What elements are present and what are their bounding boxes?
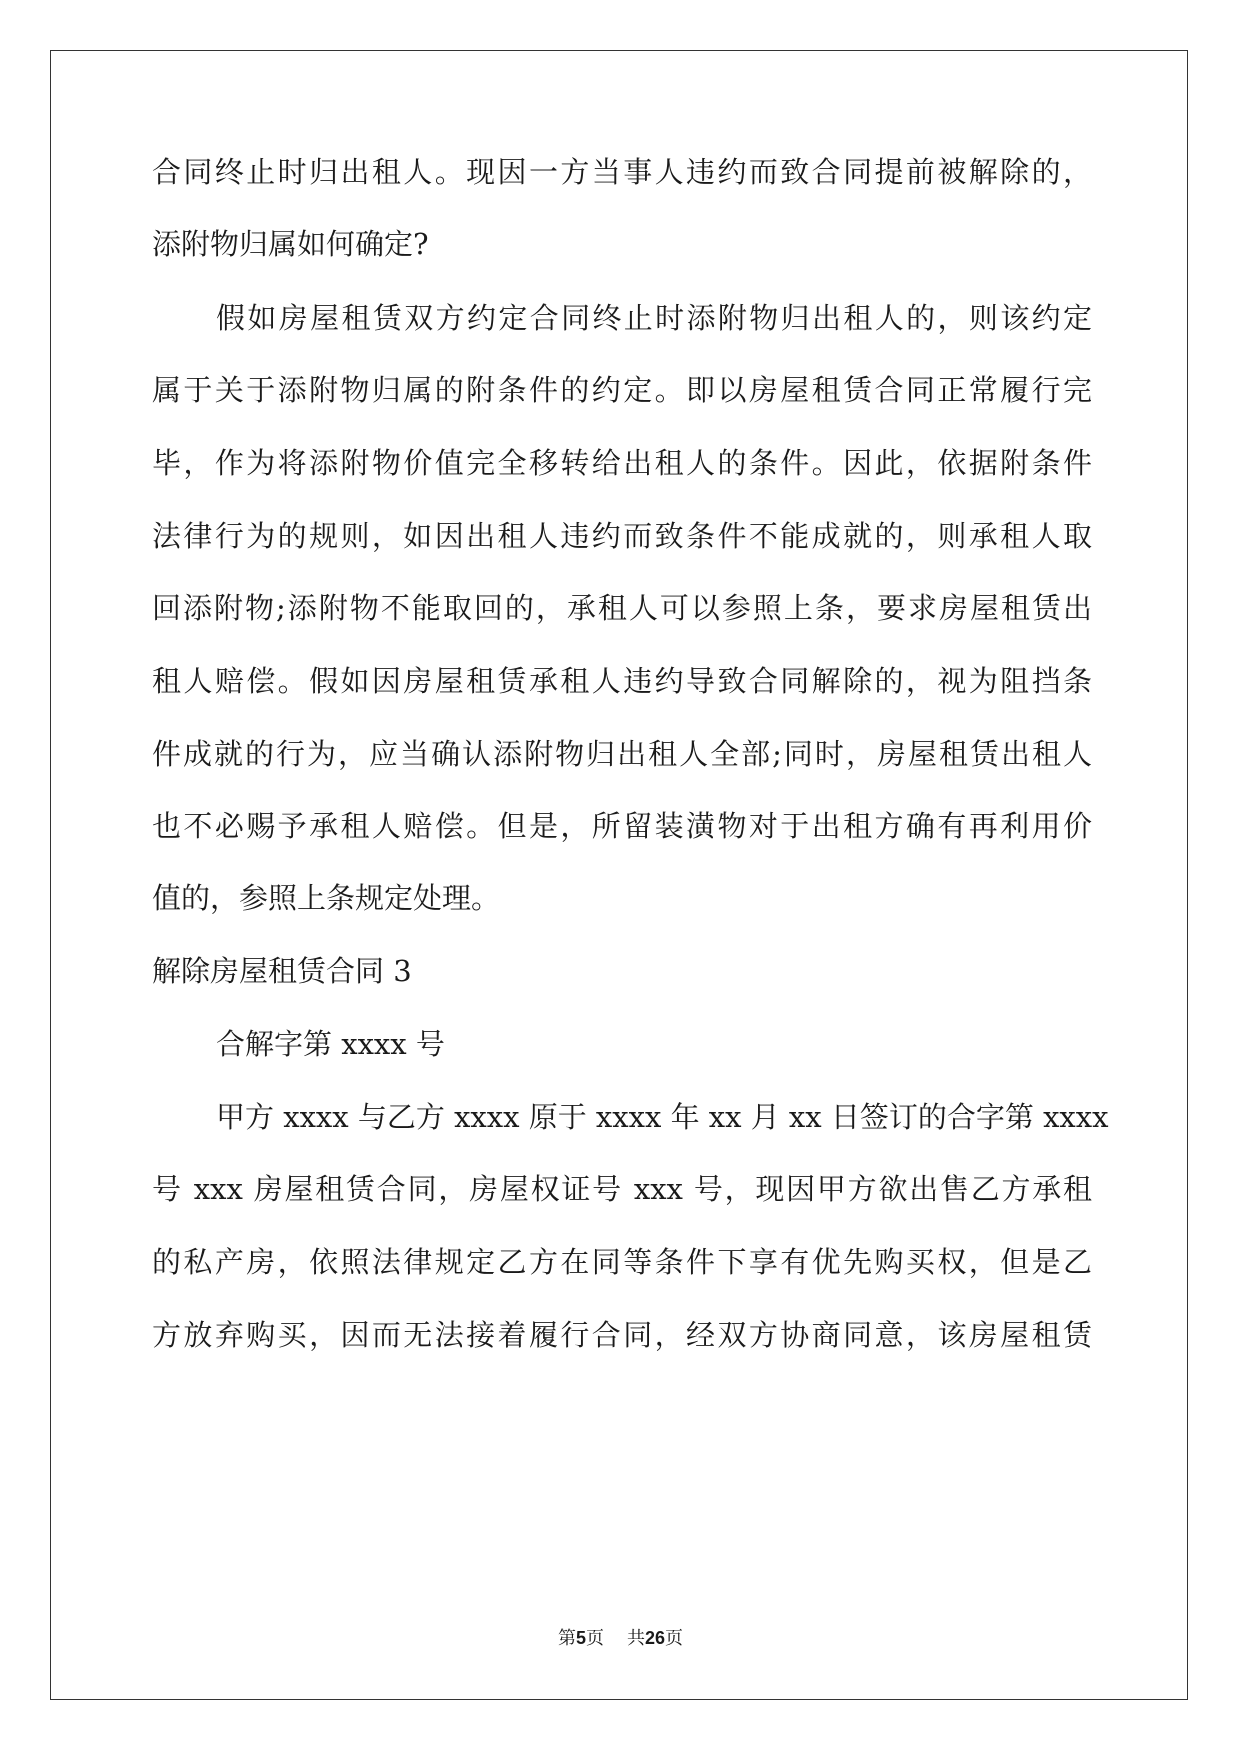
text-line: 也不必赐予承租人赔偿。但是，所留装潢物对于出租方确有再利用价	[152, 809, 1092, 843]
text-line: 值的，参照上条规定处理。	[152, 881, 501, 915]
text-line: 属于关于添附物归属的附条件的约定。即以房屋租赁合同正常履行完	[152, 373, 1092, 407]
footer-prefix: 第	[558, 1628, 577, 1649]
current-page-number: 5	[576, 1628, 587, 1648]
text-line: 件成就的行为，应当确认添附物归出租人全部;同时，房屋租赁出租人	[152, 737, 1092, 771]
document-number: 合解字第 xxxx 号	[216, 1027, 445, 1061]
section-heading: 解除房屋租赁合同 3	[152, 954, 412, 988]
text-line: 添附物归属如何确定?	[152, 227, 429, 261]
page-footer	[0, 1627, 1241, 1650]
paragraph-start-line: 甲方 xxxx 与乙方 xxxx 原于 xxxx 年 xx 月 xx 日签订的合字第 xxxx	[216, 1100, 1109, 1134]
paragraph-start-line: 假如房屋租赁双方约定合同终止时添附物归出租人的，则该约定	[216, 301, 1092, 335]
text-line: 号 xxx 房屋租赁合同，房屋权证号 xxx 号，现因甲方欲出售乙方承租	[152, 1172, 1092, 1206]
text-line: 租人赔偿。假如因房屋租赁承租人违约导致合同解除的，视为阻挡条	[152, 664, 1092, 698]
total-page-count: 26	[644, 1628, 665, 1648]
text-line: 回添附物;添附物不能取回的，承租人可以参照上条，要求房屋租赁出	[152, 591, 1092, 625]
text-line: 方放弃购买，因而无法接着履行合同，经双方协商同意，该房屋租赁	[152, 1318, 1092, 1352]
text-line: 法律行为的规则，如因出租人违约而致条件不能成就的，则承租人取	[152, 519, 1092, 553]
text-line: 合同终止时归出租人。现因一方当事人违约而致合同提前被解除的，	[152, 155, 1092, 189]
footer-total-label: 页	[664, 1628, 683, 1649]
text-line: 毕，作为将添附物价值完全移转给出租人的条件。因此，依据附条件	[152, 446, 1092, 480]
text-line: 的私产房，依照法律规定乙方在同等条件下享有优先购买权，但是乙	[152, 1245, 1092, 1279]
page-frame	[50, 50, 1188, 1700]
footer-total-prefix: 共	[626, 1628, 645, 1649]
footer-page-label: 页	[586, 1628, 605, 1649]
